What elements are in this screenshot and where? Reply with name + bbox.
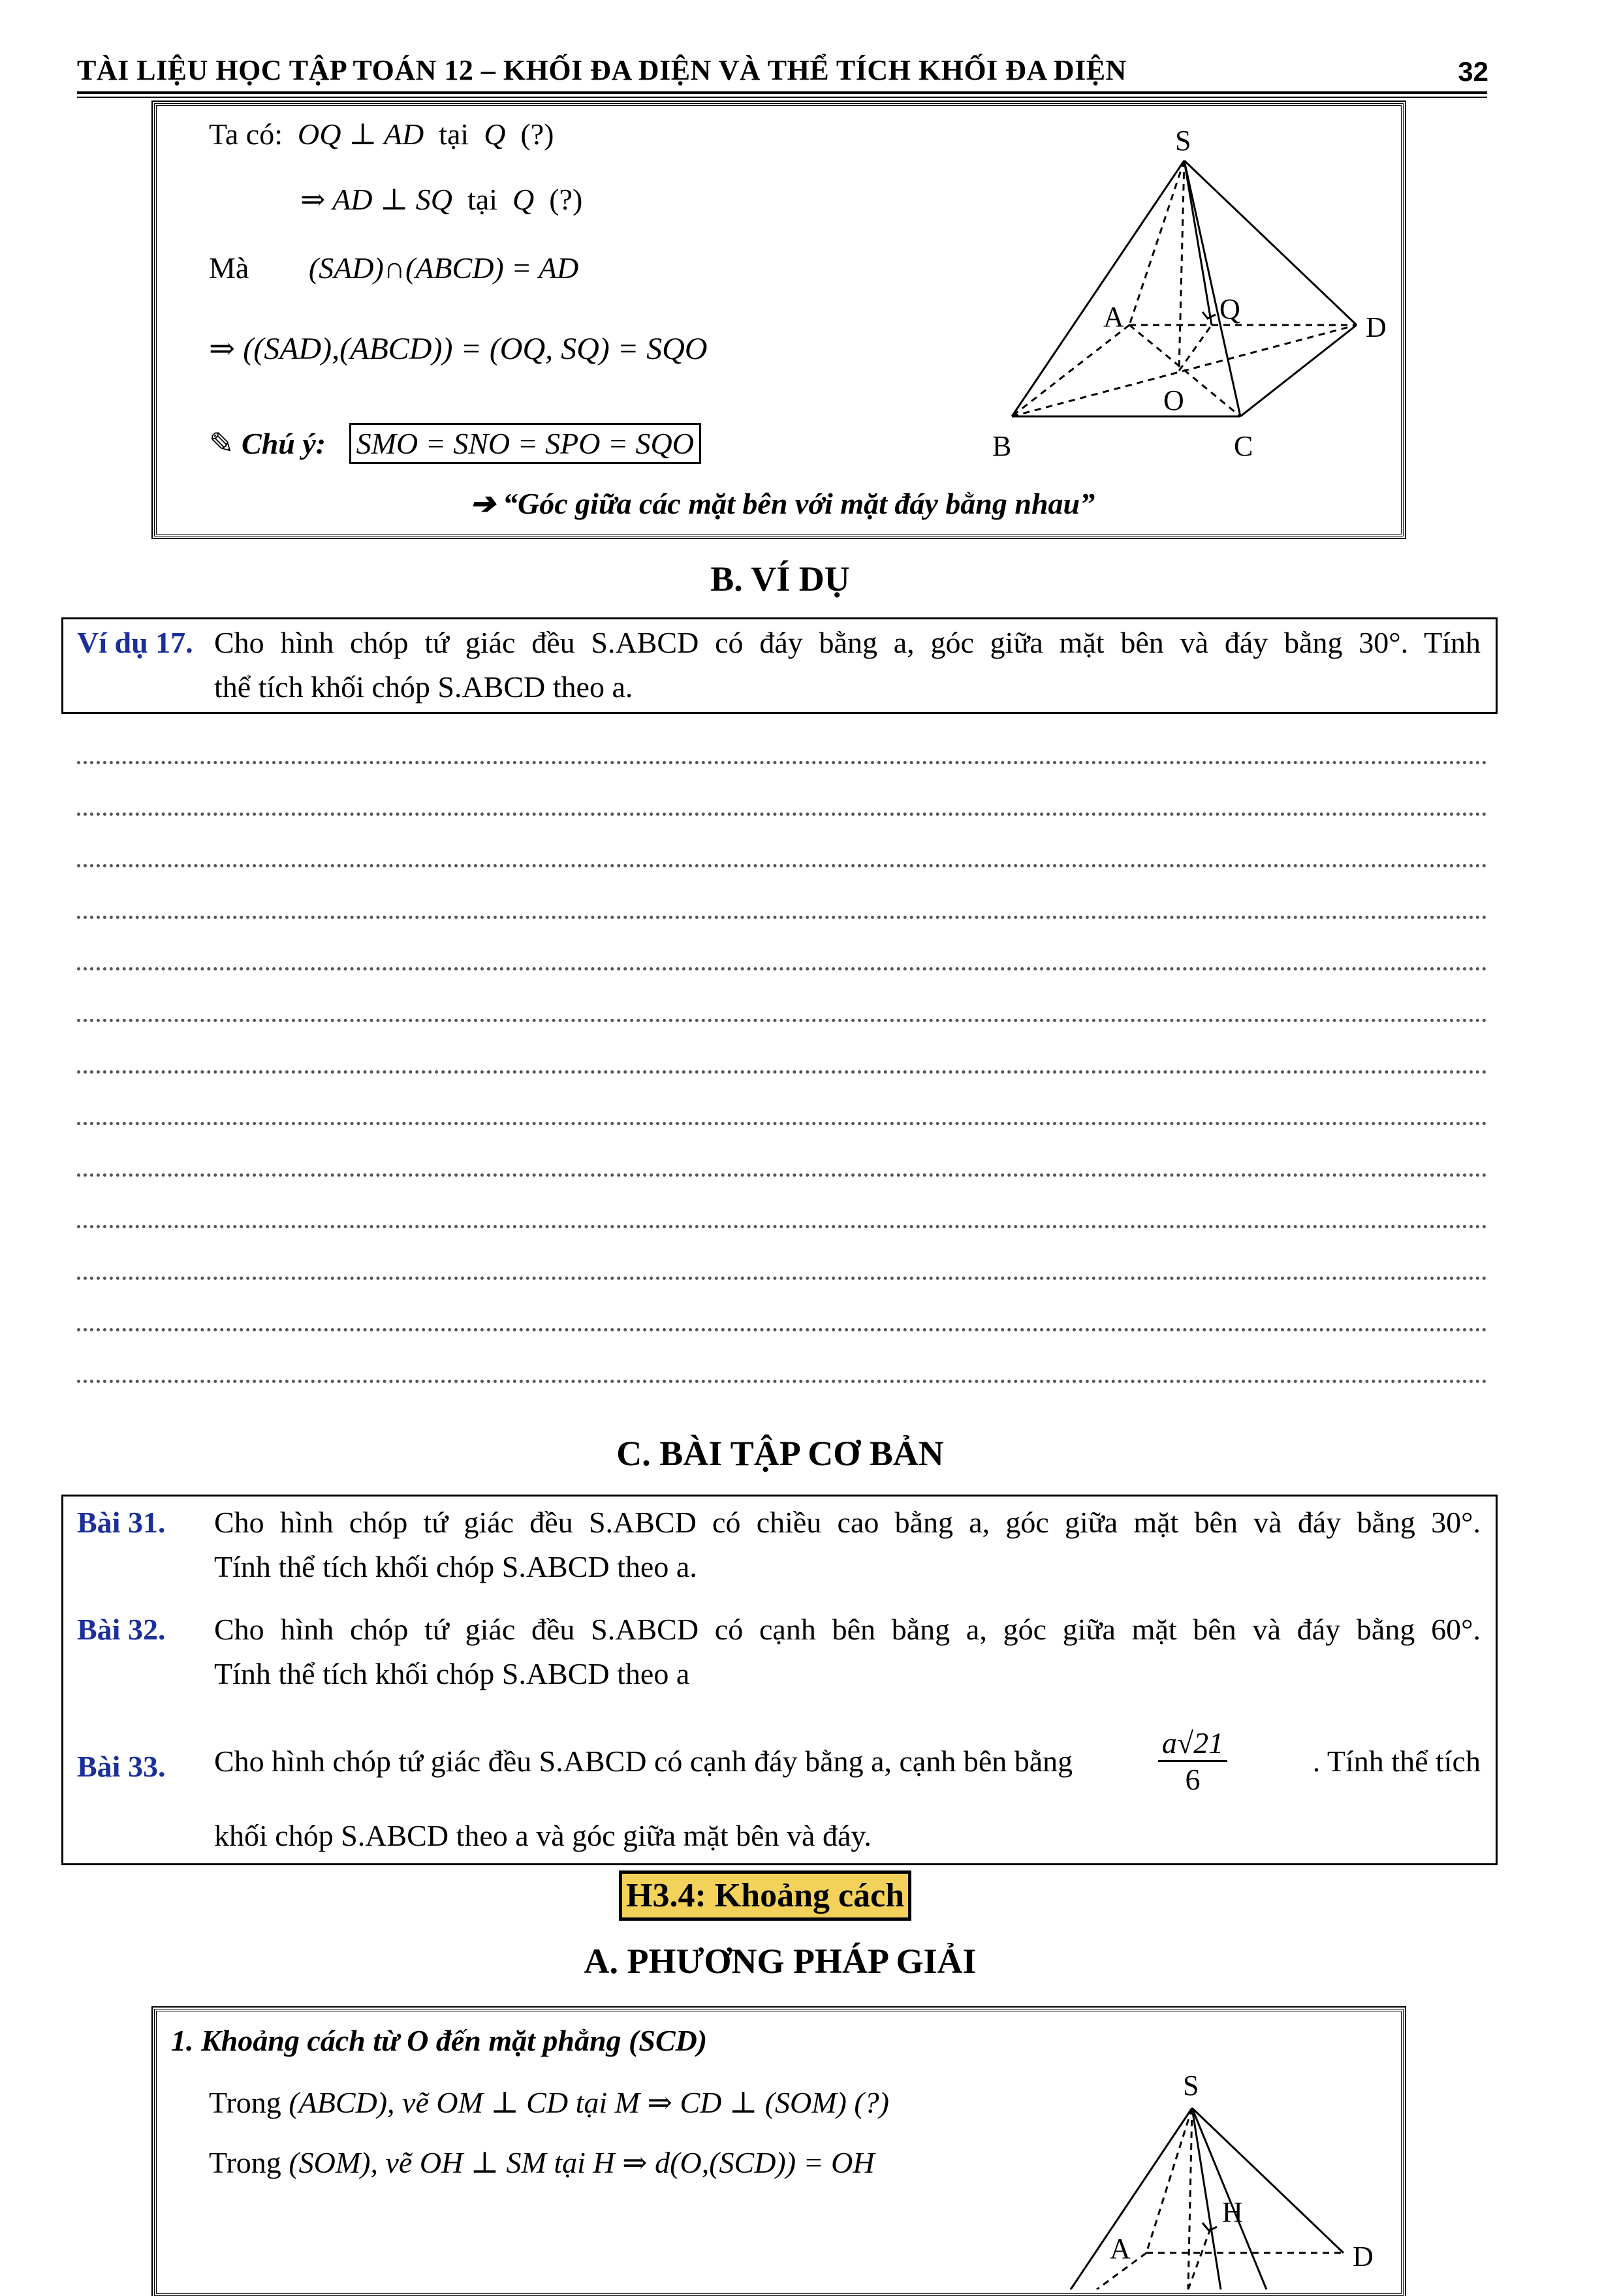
answer-line[interactable] (77, 1019, 1487, 1022)
answer-line[interactable] (77, 761, 1487, 764)
note-formula-box: SMO = SNO = SPO = SQO (349, 423, 701, 464)
pyramid-figure-1 (979, 111, 1397, 476)
box1-line2: ⇒ AD ⊥ SQ tại Q (?) (300, 183, 583, 216)
pencil-icon: ✎ (209, 427, 234, 460)
box1-line1: Ta có: OQ ⊥ AD tại Q (?) (209, 117, 554, 151)
exercise-31-label: Bài 31. (77, 1506, 166, 1539)
edge-SO (1179, 161, 1184, 371)
exercise-33-label: Bài 33. (77, 1750, 166, 1783)
exercise-32-line2: Tính thể tích khối chóp S.ABCD theo a (214, 1657, 690, 1690)
label-A: A (1110, 2233, 1131, 2265)
edge-SA (1146, 2108, 1192, 2253)
box2-heading: 1. Khoảng cách từ O đến mặt phẳng (SCD) (171, 2024, 708, 2057)
edge-SA (1129, 161, 1184, 325)
label-C: C (1234, 430, 1253, 462)
answer-line[interactable] (77, 1173, 1487, 1177)
section-b-title: B. VÍ DỤ (710, 559, 850, 598)
box1-line4: ⇒ ((SAD),(ABCD)) = (OQ, SQ) = SQO (209, 332, 708, 366)
label-B: B (992, 430, 1012, 462)
page-number: 32 (1458, 56, 1488, 87)
fraction-a-sqrt21-over-6: $\frac{a√21}{6}$ (1158, 1726, 1227, 1797)
edge-SD (1192, 2108, 1344, 2253)
answer-line[interactable] (77, 1277, 1487, 1280)
example-17-label: Ví dụ 17. (77, 626, 193, 659)
label-Q: Q (1219, 293, 1240, 325)
answer-line[interactable] (77, 864, 1487, 867)
exercise-32-label: Bài 32. (77, 1613, 166, 1646)
edge-SM (1192, 2108, 1221, 2289)
answer-line[interactable] (77, 1122, 1487, 1125)
edge-SQ (1184, 161, 1212, 325)
label-O: O (1163, 384, 1184, 416)
exercise-31-line2: Tính thể tích khối chóp S.ABCD theo a. (214, 1550, 697, 1583)
edge-CD (1240, 325, 1357, 416)
edge-SO (1188, 2108, 1192, 2289)
answer-line[interactable] (77, 967, 1487, 970)
segment-OH (1188, 2226, 1212, 2289)
label-A: A (1103, 301, 1124, 333)
exercise-33-line1: Cho hình chóp tứ giác đều S.ABCD có cạnh đáy bằng a, cạnh bên bằng $\frac{a√21}{6}$ . Tính thể tích (214, 1726, 1481, 1796)
section-c-title: C. BÀI TẬP CƠ BẢN (616, 1434, 944, 1473)
header-rule-thin (77, 97, 1487, 98)
answer-line[interactable] (77, 1225, 1487, 1228)
section-a-title: A. PHƯƠNG PHÁP GIẢI (584, 1942, 977, 1981)
box1-note: ✎ Chú ý: SMO = SNO = SPO = SQO (209, 423, 701, 464)
example-17-line1: Cho hình chóp tứ giác đều S.ABCD có đáy bằng a, góc giữa mặt bên và đáy bằng 30°. Tính (214, 626, 1481, 659)
edge-SD (1184, 161, 1357, 325)
label-H: H (1222, 2196, 1243, 2228)
label-D: D (1366, 311, 1387, 343)
box1-line3: Mà (SAD)∩(ABCD) = AD (209, 251, 579, 285)
label-D: D (1353, 2241, 1374, 2273)
page-header-title: TÀI LIỆU HỌC TẬP TOÁN 12 – KHỐI ĐA DIỆN VÀ THỂ TÍCH KHỐI ĐA DIỆN (77, 54, 1127, 86)
box1-conclusion: ➔ “Góc giữa các mặt bên với mặt đáy bằng nhau” (470, 487, 1095, 520)
edge-SB (1012, 161, 1184, 416)
example-17-line2: thể tích khối chóp S.ABCD theo a. (214, 670, 633, 704)
section-h34-title: H3.4: Khoảng cách (619, 1870, 911, 1921)
answer-line[interactable] (77, 1328, 1487, 1331)
answer-line[interactable] (77, 1380, 1487, 1383)
pyramid-figure-2 (1031, 2062, 1397, 2289)
box2-line2: Trong (SOM), vẽ OH ⊥ SM tại H ⇒ d(O,(SCD)) = OH (209, 2146, 875, 2179)
exercise-32-line1: Cho hình chóp tứ giác đều S.ABCD có cạnh bên bằng a, góc giữa mặt bên và đáy bằng 60°. (214, 1613, 1481, 1646)
exercise-33-line2: khối chóp S.ABCD theo a và góc giữa mặt bên và đáy. (214, 1819, 872, 1852)
answer-line[interactable] (77, 1070, 1487, 1074)
box2-line1: Trong (ABCD), vẽ OM ⊥ CD tại M ⇒ CD ⊥ (SOM) (?) (209, 2086, 889, 2119)
label-S: S (1175, 125, 1191, 157)
answer-line[interactable] (77, 813, 1487, 816)
edge-AB (1012, 325, 1129, 416)
label-S: S (1183, 2070, 1199, 2102)
answer-line[interactable] (77, 916, 1487, 919)
exercise-31-line1: Cho hình chóp tứ giác đều S.ABCD có chiều cao bằng a, góc giữa mặt bên và đáy bằng 30°. (214, 1506, 1481, 1539)
header-rule (77, 91, 1487, 94)
edge-SB (1071, 2108, 1192, 2289)
